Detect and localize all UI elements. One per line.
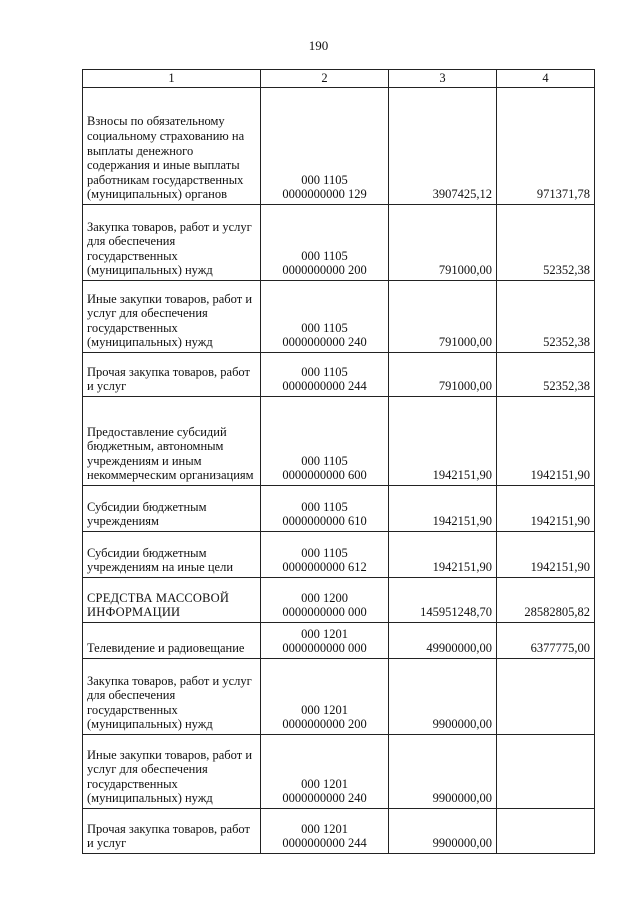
code-number: 0000000000 240 bbox=[282, 335, 367, 350]
header-cell-4: 4 bbox=[497, 70, 595, 88]
code-section: 000 1105 bbox=[301, 320, 348, 335]
row-value-col3: 145951248,70 bbox=[389, 578, 497, 623]
table-row bbox=[83, 486, 595, 532]
code-section: 000 1201 bbox=[301, 776, 348, 791]
row-value-col3: 1942151,90 bbox=[389, 397, 497, 486]
code-number: 0000000000 600 bbox=[282, 468, 367, 483]
code-number: 0000000000 200 bbox=[282, 717, 367, 732]
row-value-col3: 9900000,00 bbox=[389, 809, 497, 854]
code-number: 0000000000 244 bbox=[282, 836, 367, 851]
code-section: 000 1201 bbox=[301, 821, 348, 836]
table-header-row bbox=[83, 70, 595, 88]
row-value-col3: 1942151,90 bbox=[389, 532, 497, 578]
header-cell-3: 3 bbox=[389, 70, 497, 88]
code-number: 0000000000 612 bbox=[282, 560, 367, 575]
row-name: Предоставление субсидий бюджетным, автономным учреждениям и иным некоммерческим организациям bbox=[83, 397, 261, 486]
row-value-col4: 52352,38 bbox=[497, 205, 595, 281]
row-value-col4: 52352,38 bbox=[497, 281, 595, 353]
table-row bbox=[83, 623, 595, 659]
table-row bbox=[83, 397, 595, 486]
row-value-col3: 9900000,00 bbox=[389, 735, 497, 809]
code-number: 0000000000 000 bbox=[282, 605, 367, 620]
code-section: 000 1105 bbox=[301, 545, 348, 560]
header-cell-2: 2 bbox=[261, 70, 389, 88]
row-code bbox=[261, 578, 389, 623]
row-value-col3: 3907425,12 bbox=[389, 88, 497, 205]
row-value-col3: 49900000,00 bbox=[389, 623, 497, 659]
row-code bbox=[261, 397, 389, 486]
row-name: Закупка товаров, работ и услуг для обеспечения государственных (муниципальных) нужд bbox=[83, 659, 261, 735]
row-name: Иные закупки товаров, работ и услуг для обеспечения государственных (муниципальных) нужд bbox=[83, 735, 261, 809]
row-code bbox=[261, 88, 389, 205]
row-value-col4: 971371,78 bbox=[497, 88, 595, 205]
table-row bbox=[83, 88, 595, 205]
code-section: 000 1105 bbox=[301, 248, 348, 263]
row-value-col3: 791000,00 bbox=[389, 205, 497, 281]
code-number: 0000000000 200 bbox=[282, 263, 367, 278]
row-value-col4 bbox=[497, 735, 595, 809]
code-number: 0000000000 000 bbox=[282, 641, 367, 656]
row-code bbox=[261, 532, 389, 578]
header-cell-1: 1 bbox=[83, 70, 261, 88]
code-section: 000 1200 bbox=[301, 590, 348, 605]
code-number: 0000000000 610 bbox=[282, 514, 367, 529]
table-row bbox=[83, 281, 595, 353]
row-value-col3: 791000,00 bbox=[389, 281, 497, 353]
table-row bbox=[83, 659, 595, 735]
row-code bbox=[261, 659, 389, 735]
row-code bbox=[261, 735, 389, 809]
row-name: Прочая закупка товаров, работ и услуг bbox=[83, 353, 261, 397]
budget-table bbox=[82, 69, 595, 854]
table-row bbox=[83, 809, 595, 854]
row-value-col3: 1942151,90 bbox=[389, 486, 497, 532]
row-value-col3: 791000,00 bbox=[389, 353, 497, 397]
row-code bbox=[261, 623, 389, 659]
row-code bbox=[261, 353, 389, 397]
table-row bbox=[83, 578, 595, 623]
row-name: Иные закупки товаров, работ и услуг для обеспечения государственных (муниципальных) нужд bbox=[83, 281, 261, 353]
code-section: 000 1105 bbox=[301, 172, 348, 187]
row-value-col4: 52352,38 bbox=[497, 353, 595, 397]
table-row bbox=[83, 353, 595, 397]
row-name: Субсидии бюджетным учреждениям на иные цели bbox=[83, 532, 261, 578]
row-value-col4 bbox=[497, 659, 595, 735]
row-name: Субсидии бюджетным учреждениям bbox=[83, 486, 261, 532]
table-row bbox=[83, 532, 595, 578]
code-section: 000 1105 bbox=[301, 453, 348, 468]
code-number: 0000000000 129 bbox=[282, 187, 367, 202]
row-code bbox=[261, 205, 389, 281]
row-value-col3: 9900000,00 bbox=[389, 659, 497, 735]
row-name: Закупка товаров, работ и услуг для обеспечения государственных (муниципальных) нужд bbox=[83, 205, 261, 281]
row-code bbox=[261, 486, 389, 532]
row-name: СРЕДСТВА МАССОВОЙ ИНФОРМАЦИИ bbox=[83, 578, 261, 623]
code-section: 000 1105 bbox=[301, 499, 348, 514]
row-code bbox=[261, 281, 389, 353]
code-section: 000 1105 bbox=[301, 364, 348, 379]
code-section: 000 1201 bbox=[301, 626, 348, 641]
row-value-col4 bbox=[497, 809, 595, 854]
code-section: 000 1201 bbox=[301, 702, 348, 717]
row-code bbox=[261, 809, 389, 854]
row-value-col4: 1942151,90 bbox=[497, 486, 595, 532]
code-number: 0000000000 240 bbox=[282, 791, 367, 806]
table-row bbox=[83, 735, 595, 809]
row-name: Телевидение и радиовещание bbox=[83, 623, 261, 659]
row-value-col4: 1942151,90 bbox=[497, 532, 595, 578]
row-value-col4: 28582805,82 bbox=[497, 578, 595, 623]
code-number: 0000000000 244 bbox=[282, 379, 367, 394]
page-number: 190 bbox=[308, 38, 329, 53]
table-row bbox=[83, 205, 595, 281]
row-name: Прочая закупка товаров, работ и услуг bbox=[83, 809, 261, 854]
row-name: Взносы по обязательному социальному страхованию на выплаты денежного содержания и иные выплаты работникам государственных (муниципальных) органов bbox=[83, 88, 261, 205]
row-value-col4: 1942151,90 bbox=[497, 397, 595, 486]
row-value-col4: 6377775,00 bbox=[497, 623, 595, 659]
